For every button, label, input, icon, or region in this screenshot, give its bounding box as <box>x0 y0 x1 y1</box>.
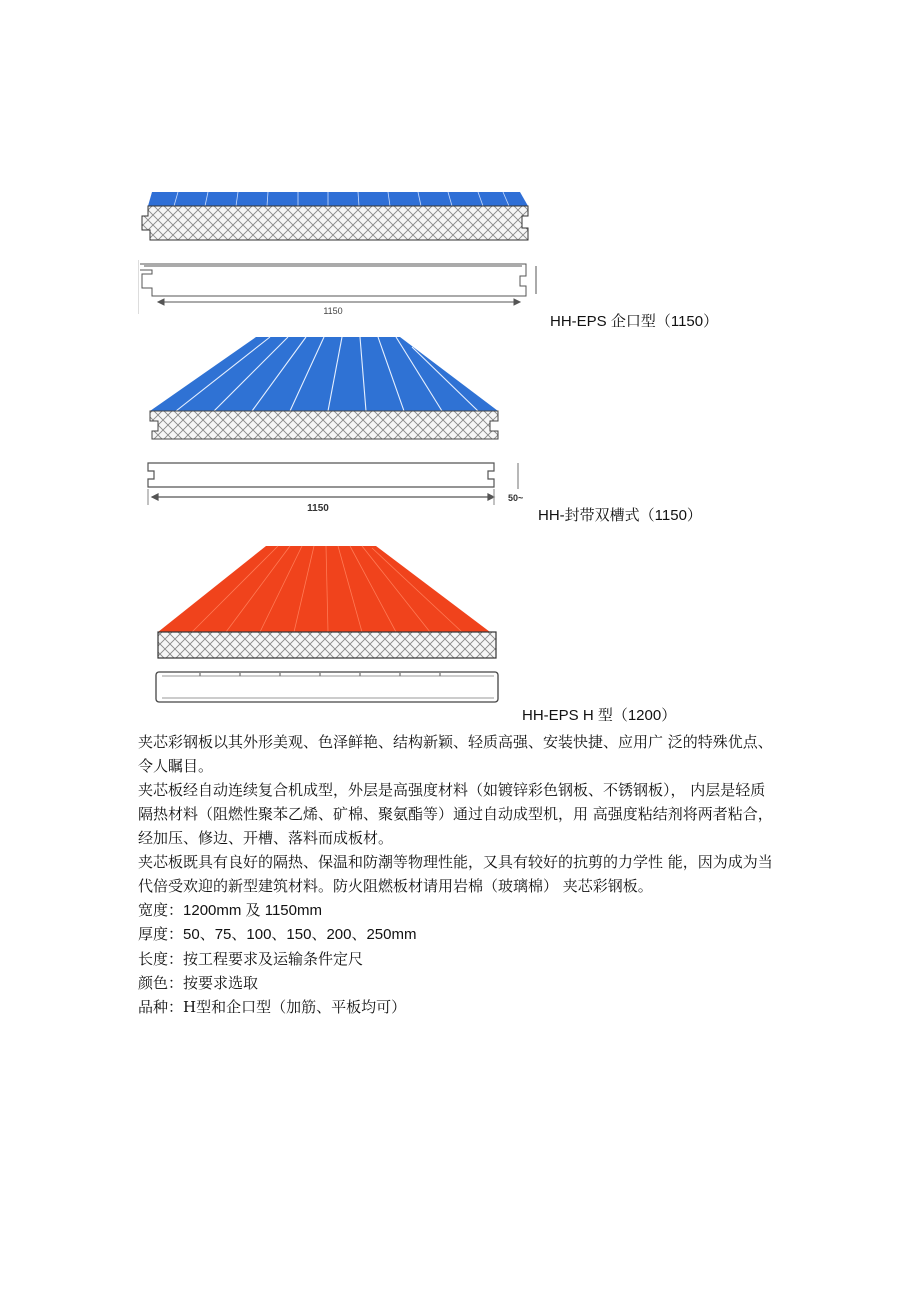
spec-label: 宽度： <box>138 901 184 919</box>
dimension-label: 1150 <box>307 503 329 514</box>
panel-section-drawing <box>156 672 498 702</box>
spec-value: 1200mm 及 1150mm <box>183 902 322 919</box>
panel-top-surface <box>150 337 498 411</box>
panel-core <box>142 206 528 240</box>
spec-label: 长度： <box>138 950 184 968</box>
side-dimension-label: 50~ <box>508 493 524 503</box>
spec-width <box>138 899 322 922</box>
spec-length <box>138 948 363 970</box>
panel-figure-2 <box>138 335 538 521</box>
panel-section-drawing <box>148 463 518 505</box>
figure-caption-1: HH-EPS 企口型（1150） <box>550 313 719 330</box>
panel-figure-1 <box>138 190 548 320</box>
spec-thickness <box>138 923 416 946</box>
panel-core <box>150 411 498 439</box>
description-paragraph-1: 夹芯彩钢板以其外形美观、色泽鲜艳、结构新颖、轻质高强、安装快捷、应用广 泛的特殊优点、令人瞩目。 <box>138 733 773 775</box>
figure-caption-3: HH-EPS H 型（1200） <box>522 707 677 724</box>
description-paragraph-3: 夹芯板既具有良好的隔热、保温和防潮等物理性能，又具有较好的抗剪的力学性 能，因为成为当代倍受欢迎的新型建筑材料。防火阻燃板材请用岩棉（玻璃棉） 夹芯彩钢板。 <box>138 853 773 895</box>
spec-value: 按要求选取 <box>183 974 259 992</box>
dimension-label: 1150 <box>323 306 343 316</box>
spec-label: 品种： <box>138 998 184 1016</box>
spec-value: H型和企口型（加筋、平板均可） <box>183 998 407 1016</box>
panel-top-surface <box>148 192 528 206</box>
spec-label: 颜色： <box>138 974 184 992</box>
spec-value: 50、75、100、150、200、250mm <box>183 926 417 943</box>
panel-core <box>158 632 496 658</box>
spec-color <box>138 972 258 994</box>
panel-top-surface <box>158 546 490 632</box>
spec-label: 厚度： <box>138 925 184 943</box>
spec-variety <box>138 996 406 1018</box>
panel-figure-3 <box>140 544 510 706</box>
description-paragraph-2: 夹芯板经自动连续复合机成型，外层是高强度材料（如镀锌彩色钢板、不锈钢板）， 内层是轻质隔热材料（阻燃性聚苯乙烯、矿棉、聚氨酯等）通过自动成型机，用 高强度粘结剂将两者粘合，经加压、修边、开槽、落料而成板材。 <box>138 781 773 847</box>
figure-caption-2: HH-封带双槽式（1150） <box>538 507 702 524</box>
spec-value: 按工程要求及运输条件定尺 <box>183 950 364 968</box>
